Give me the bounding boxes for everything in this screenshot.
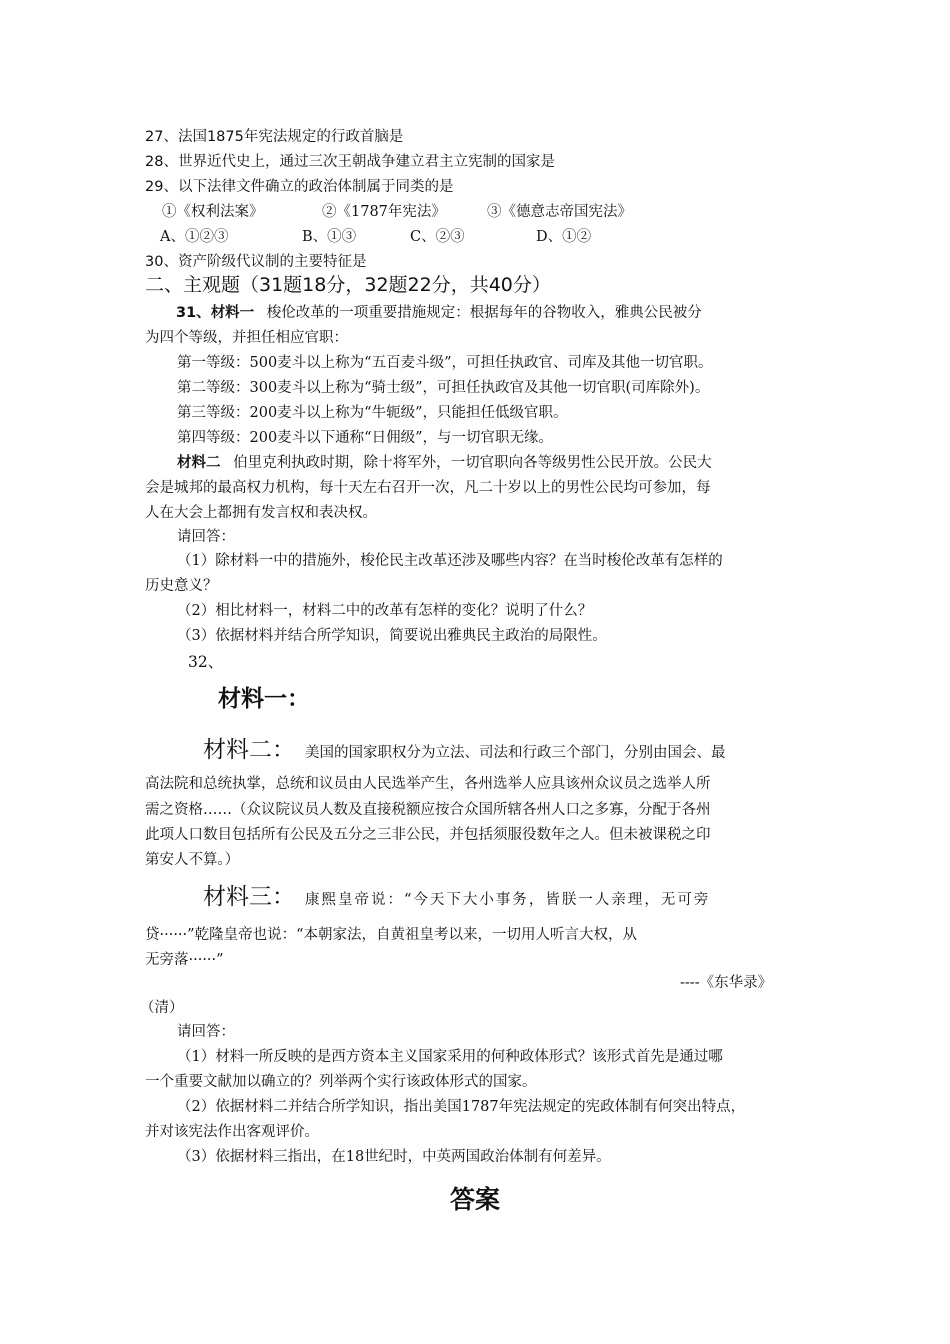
answer-heading: 答案 [449,1185,500,1214]
question-30: 30、资产阶级代议制的主要特征是 [145,254,367,270]
q31-sub1-line-1: （1）除材料一中的措施外，梭伦民主改革还涉及哪些内容？在当时梭伦改革有怎样的 [177,553,723,569]
q32-material-2-line-1 [203,735,726,768]
q32-m3-text-1: 康熙皇帝说：“今天下大小事务，皆朕一人亲理，无可旁 [305,892,711,908]
q31-sub3: （3）依据材料并结合所学知识，简要说出雅典民主政治的局限性。 [177,628,607,644]
q31-level-3: 第三等级：200麦斗以上称为“牛轭级”，只能担任低级官职。 [177,405,568,421]
q32-m2-text-4: 此项人口数目包括所有公民及五分之三非公民，并包括须服役数年之人。但未被课税之印 [145,827,711,843]
question-28: 28、世界近代史上，通过三次王朝战争建立君主立宪制的国家是 [145,154,555,170]
q32-sub1-line-1: （1）材料一所反映的是西方资本主义国家采用的何种政体形式？该形式首先是通过哪 [177,1049,723,1065]
q31-m1-text-2: 为四个等级，并担任相应官职： [145,330,348,346]
q32-m1-label: 材料一： [218,686,310,712]
q29-option-c: C、②③ [410,229,465,245]
q31-material-2-line-1 [177,453,712,473]
q29-option-b: B、①③ [302,229,357,245]
q29-item-2: ②《1787年宪法》 [322,204,446,220]
q31-sub2: （2）相比材料一，材料二中的改革有怎样的变化？说明了什么？ [177,603,593,619]
q32-m2-text-1: 美国的国家职权分为立法、司法和行政三个部门，分别由国会、最 [305,745,726,761]
q32-material-3-line-1 [203,882,710,915]
q31-m2-label: 材料二 [177,454,221,471]
q31-m2-text-3: 人在大会上都拥有发言权和表决权。 [145,505,377,521]
q31-level-2: 第二等级：300麦斗以上称为“骑士级”，可担任执政官及其他一切官职(司库除外)。 [177,380,710,396]
q32-sub3: （3）依据材料三指出，在18世纪时，中英两国政治体制有何差异。 [177,1149,611,1165]
q29-item-3: ③《德意志帝国宪法》 [487,204,632,220]
q32-sub2-line-2: 并对该宪法作出客观评价。 [145,1124,319,1140]
q31-m1-label: 材料一 [210,305,255,321]
q31-number: 31、 [176,305,211,321]
q31-m1-text-1: 梭伦改革的一项重要措施规定：根据每年的谷物收入，雅典公民被分 [266,305,702,321]
q32-m2-text-5: 第安人不算。） [145,852,240,868]
q32-m3-text-2: 贷······”乾隆皇帝也说：“本朝家法，自黄祖皇考以来，一切用人听言大权，从 [145,927,637,943]
q32-sub1-line-2: 一个重要文献加以确立的？列举两个实行该政体形式的国家。 [145,1074,537,1090]
q29-option-d: D、①② [536,229,592,245]
q31-m2-text-1: 伯里克利执政时期，除十将军外，一切官职向各等级男性公民开放。公民大 [233,455,712,471]
section-2-title: 二、主观题（31题18分，32题22分，共40分） [145,274,551,296]
q31-level-1: 第一等级：500麦斗以上称为“五百麦斗级”，可担任执政官、司库及其他一切官职。 [177,355,713,371]
q31-level-4: 第四等级：200麦斗以下通称“日佣级”，与一切官职无缘。 [177,430,553,446]
question-29: 29、以下法律文件确立的政治体制属于同类的是 [145,179,454,195]
q29-item-1: ①《权利法案》 [162,204,264,220]
q32-source: ----《东华录》 [680,975,773,991]
q32-m2-label: 材料二： [203,737,295,763]
q32-source-suffix: （清） [140,1000,184,1016]
question-29-items [162,202,632,222]
q31-ask: 请回答： [177,529,235,545]
q32-ask: 请回答： [177,1024,235,1040]
q31-sub1-line-2: 历史意义？ [145,578,218,594]
q31-material-1-line-1 [176,303,702,323]
q29-option-a: A、①②③ [160,229,229,245]
question-27: 27、法国1875年宪法规定的行政首脑是 [145,129,404,145]
q32-number: 32、 [188,653,224,671]
q32-m2-text-2: 高法院和总统执掌，总统和议员由人民选举产生，各州选举人应具该州众议员之选举人所 [145,776,711,792]
question-29-options [160,227,591,247]
q32-m2-text-3: 需之资格……（众议院议员人数及直接税额应按合众国所辖各州人口之多寡，分配于各州 [145,802,711,818]
q32-sub2-line-1: （2）依据材料二并结合所学知识，指出美国1787年宪法规定的宪政体制有何突出特点， [177,1099,746,1115]
q31-m2-text-2: 会是城邦的最高权力机构，每十天左右召开一次，凡二十岁以上的男性公民均可参加，每 [145,480,711,496]
q32-m3-text-3: 无旁落······” [145,952,224,968]
q32-m3-label: 材料三： [203,884,295,910]
